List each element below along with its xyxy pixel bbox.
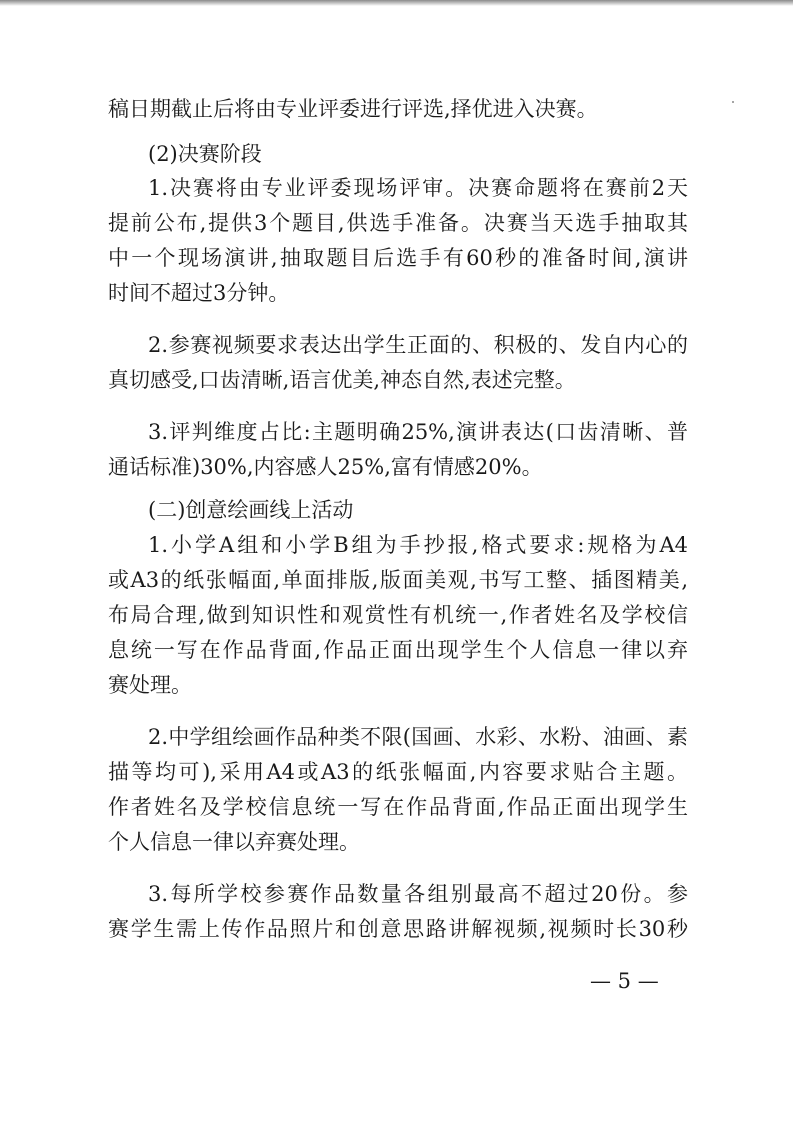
text-line-9: 3.评判维度占比:主题明确25%,演讲表达(口齿清晰、普 — [148, 420, 688, 444]
text-line-4: 提前公布,提供3个题目,供选手准备。决赛当天选手抽取其 — [108, 211, 688, 235]
text-line-22: 赛学生需上传作品照片和创意思路讲解视频,视频时长30秒 — [108, 917, 688, 941]
scan-speck — [732, 101, 734, 103]
text-line-16: 赛处理。 — [108, 673, 192, 697]
section-heading-creative-drawing: (二)创意绘画线上活动 — [148, 498, 354, 522]
text-line-10: 通话标准)30%,内容感人25%,富有情感20%。 — [108, 455, 543, 479]
text-line-21: 3.每所学校参赛作品数量各组别最高不超过20份。参 — [148, 882, 688, 906]
text-line-19: 作者姓名及学校信息统一写在作品背面,作品正面出现学生 — [108, 795, 688, 819]
text-line-15: 息统一写在作品背面,作品正面出现学生个人信息一律以弃 — [108, 638, 688, 662]
section-heading-final-stage: (2)决赛阶段 — [148, 142, 262, 166]
text-line-20: 个人信息一律以弃赛处理。 — [108, 830, 360, 854]
text-line-12: 1.小学A组和小学B组为手抄报,格式要求:规格为A4 — [148, 533, 688, 557]
text-line-3: 1.决赛将由专业评委现场评审。决赛命题将在赛前2天 — [148, 176, 688, 200]
text-line-14: 布局合理,做到知识性和观赏性有机统一,作者姓名及学校信 — [108, 603, 688, 627]
text-line-13: 或A3的纸张幅面,单面排版,版面美观,书写工整、插图精美, — [108, 568, 688, 592]
text-line-5: 中一个现场演讲,抽取题目后选手有60秒的准备时间,演讲 — [108, 246, 688, 270]
text-line-8: 真切感受,口齿清晰,语言优美,神态自然,表述完整。 — [108, 368, 576, 392]
text-line-6: 时间不超过3分钟。 — [108, 281, 290, 305]
text-line-18: 描等均可),采用A4或A3的纸张幅面,内容要求贴合主题。 — [108, 760, 688, 784]
scan-top-border — [0, 0, 793, 6]
text-line-7: 2.参赛视频要求表达出学生正面的、积极的、发自内心的 — [148, 333, 688, 357]
text-line-1: 稿日期截止后将由专业评委进行评选,择优进入决赛。 — [108, 97, 598, 121]
page-number: — 5 — — [590, 969, 659, 993]
text-line-17: 2.中学组绘画作品种类不限(国画、水彩、水粉、油画、素 — [148, 725, 688, 749]
